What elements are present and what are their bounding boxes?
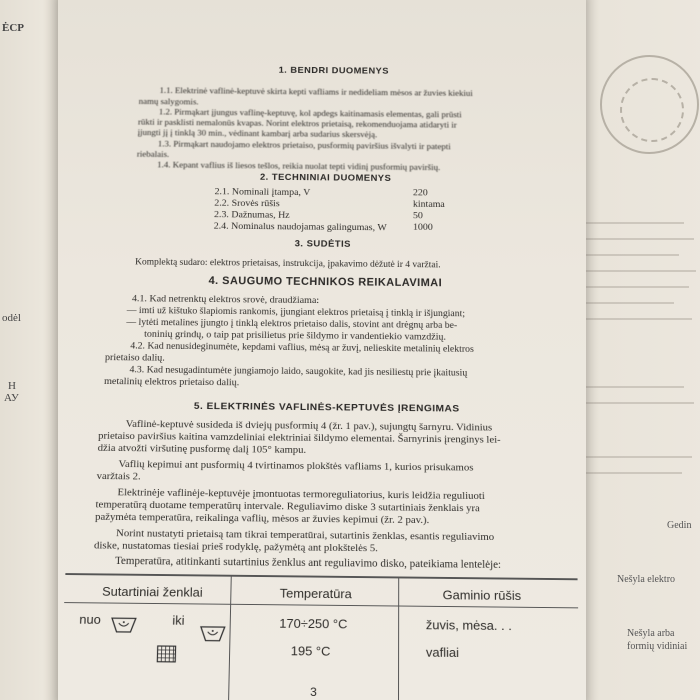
instruction-page <box>58 0 586 700</box>
right-page-text: formių vidiniai <box>627 641 688 652</box>
text-line: 1.4. Kepant vaflius iš liesos tešlos, reikia nuolat tepti vidinį pusformių paviršių. <box>156 161 441 173</box>
text-line: prietaiso paviršius kaitina vamzdeliniai elektriniai šildymo elementai. Šarnyrinis įrenginys lei- <box>97 430 501 446</box>
spec-label: 2.1. Nominali įtampa, V <box>214 187 311 198</box>
table-header: Sutartiniai ženklai <box>101 584 203 600</box>
fish-symbol-icon <box>108 614 138 636</box>
section-1-title: 1. BENDRI DUOMENYS <box>278 65 389 77</box>
to-label: iki <box>172 612 185 628</box>
spec-value: 1000 <box>412 222 433 233</box>
section-2-title: 2. TECHNINIAI DUOMENYS <box>259 172 392 184</box>
temperature-cell: 195 °C <box>290 643 331 659</box>
right-page-text: Nešyla arba <box>627 628 675 639</box>
spec-label: 2.3. Dažnumas, Hz <box>213 210 290 221</box>
text-line: Komplektą sudaro: elektros prietaisas, instrukcija, įpakavimo dėžutė ir 4 varžtai. <box>134 257 441 271</box>
text-line: toninių grindų, o taip pat prisilietus prie šildymo ir vandentiekio vamzdžių. <box>143 329 447 343</box>
text-line: Vaflių kepimui ant pusformių 4 tvirtinamos plokštės vafliams 1, kurios prisukamos <box>118 458 474 474</box>
text-line: riebalais. <box>136 150 170 160</box>
text-line: — lytėti metalines įjungto į tinklą elektros prietaiso dalis, stovint ant drėgnų arba be- <box>126 317 458 331</box>
text-line: varžtais 2. <box>96 470 141 483</box>
text-line: įjungti jį į tinklą 30 min., vėdinant kambarį arba sudarius skersvėją. <box>137 128 378 140</box>
text-line: 1.1. Elektrinė vaflinė-keptuvė skirta kepti vafliams ir nedideliam mėsos ar žuvies kiekiui <box>159 86 473 99</box>
left-page-text: H <box>8 380 16 392</box>
right-page-text: Gedin <box>667 520 692 531</box>
text-line: 1.3. Pirmąkart naudojamo elektros prietaiso, pusformių paviršius išvalyti ir patepti <box>157 140 451 152</box>
text-line: Norint nustatyti prietaisą tam tikrai temperatūrai, sutartinis ženklas, esantis reguliavimo <box>115 527 495 543</box>
text-line: džia atvožti viršutinę pusformę dalį 105° kampu. <box>97 442 307 456</box>
text-line: namų salygomis. <box>138 97 199 108</box>
spec-value: 50 <box>412 211 423 221</box>
spec-value: kintama <box>412 199 445 210</box>
text-line: 4.2. Kad nenusideginumėte, kepdami vaflius, mėsą ar žuvį, nelieskite metalinių elektros <box>130 341 474 355</box>
left-page <box>0 0 65 700</box>
dial-figure-inner <box>620 78 684 142</box>
table-header: Gaminio rūšis <box>442 587 522 603</box>
section-3-title: 3. SUDĖTIS <box>294 239 351 250</box>
text-line: Vaflinė-keptuvė susideda iš dviejų pusformių 4 (žr. 1 pav.), sujungtų šarnyru. Vidinius <box>125 418 493 434</box>
right-page-text: Nešyla elektro <box>617 574 676 585</box>
temperature-cell: 170÷250 °C <box>279 615 348 632</box>
text-line: 4.3. Kad nesugadintumėte jungiamojo laido, saugokite, kad jis nesiliestų prie įkaitusių <box>129 364 468 379</box>
text-line: prietaiso dalių. <box>104 352 165 364</box>
meat-symbol-icon <box>198 623 228 645</box>
left-page-text: АУ <box>4 392 19 404</box>
spec-value: 220 <box>412 188 428 199</box>
table-header: Temperatūra <box>279 585 352 602</box>
text-line: temperatūrą duotame temperatūrų intervale. Reguliavimo diske 3 sutartiniais ženklais yra <box>95 498 480 515</box>
spec-label: 2.4. Nominalus naudojamas galingumas, W <box>213 221 387 233</box>
spec-label: 2.2. Srovės rūšis <box>214 198 280 209</box>
text-line: diske, nustatomas tiesiai prieš rodyklę, pažymėtą ant plokštelės 5. <box>93 539 378 555</box>
section-5-title: 5. ELEKTRINĖS VAFLINĖS-KEPTUVĖS ĮRENGIMAS <box>193 400 460 415</box>
product-cell: žuvis, mėsa. . . <box>425 617 512 634</box>
text-line: rūkti ir pasklisti nemalonūs kvapas. Norint elektros prietaisą, rekomenduojama atidaryti ir <box>137 118 457 131</box>
text-line: pažymėta temperatūra, reikalinga vaflių, mėsos ar žuvies kepimui (žr. 2 pav.). <box>94 511 430 526</box>
page-number: 3 <box>310 685 317 699</box>
left-page-text: ĖCP <box>2 22 24 34</box>
section-4-title: 4. SAUGUMO TECHNIKOS REIKALAVIMAI <box>208 275 443 289</box>
text-line: Elektrinėje vaflinėje-keptuvėje įmontuotas termoreguliatorius, kuris leidžia reguliuoti <box>117 486 485 502</box>
text-line: 1.2. Pirmąkart įjungus vaflinę-keptuvę, kol apdegs kaitinamasis elementas, gali prūsti <box>158 108 462 120</box>
text-line: metalinių elektros prietaiso dalių. <box>103 376 240 389</box>
left-page-text: odėl <box>2 312 21 324</box>
text-line: Temperatūra, atitinkanti sutartinius ženklus ant reguliavimo disko, pateikiama lentelėje: <box>114 555 502 571</box>
product-cell: vafliai <box>425 644 460 660</box>
waffle-symbol-icon <box>155 644 177 664</box>
text-line: — imti už kištuko šlapiomis rankomis, įjungiant elektros prietaisą į tinklą ir išjungiant; <box>126 305 466 319</box>
text-line: 4.1. Kad netrenktų elektros srovė, draudžiama: <box>131 293 320 306</box>
from-label: nuo <box>79 611 102 627</box>
